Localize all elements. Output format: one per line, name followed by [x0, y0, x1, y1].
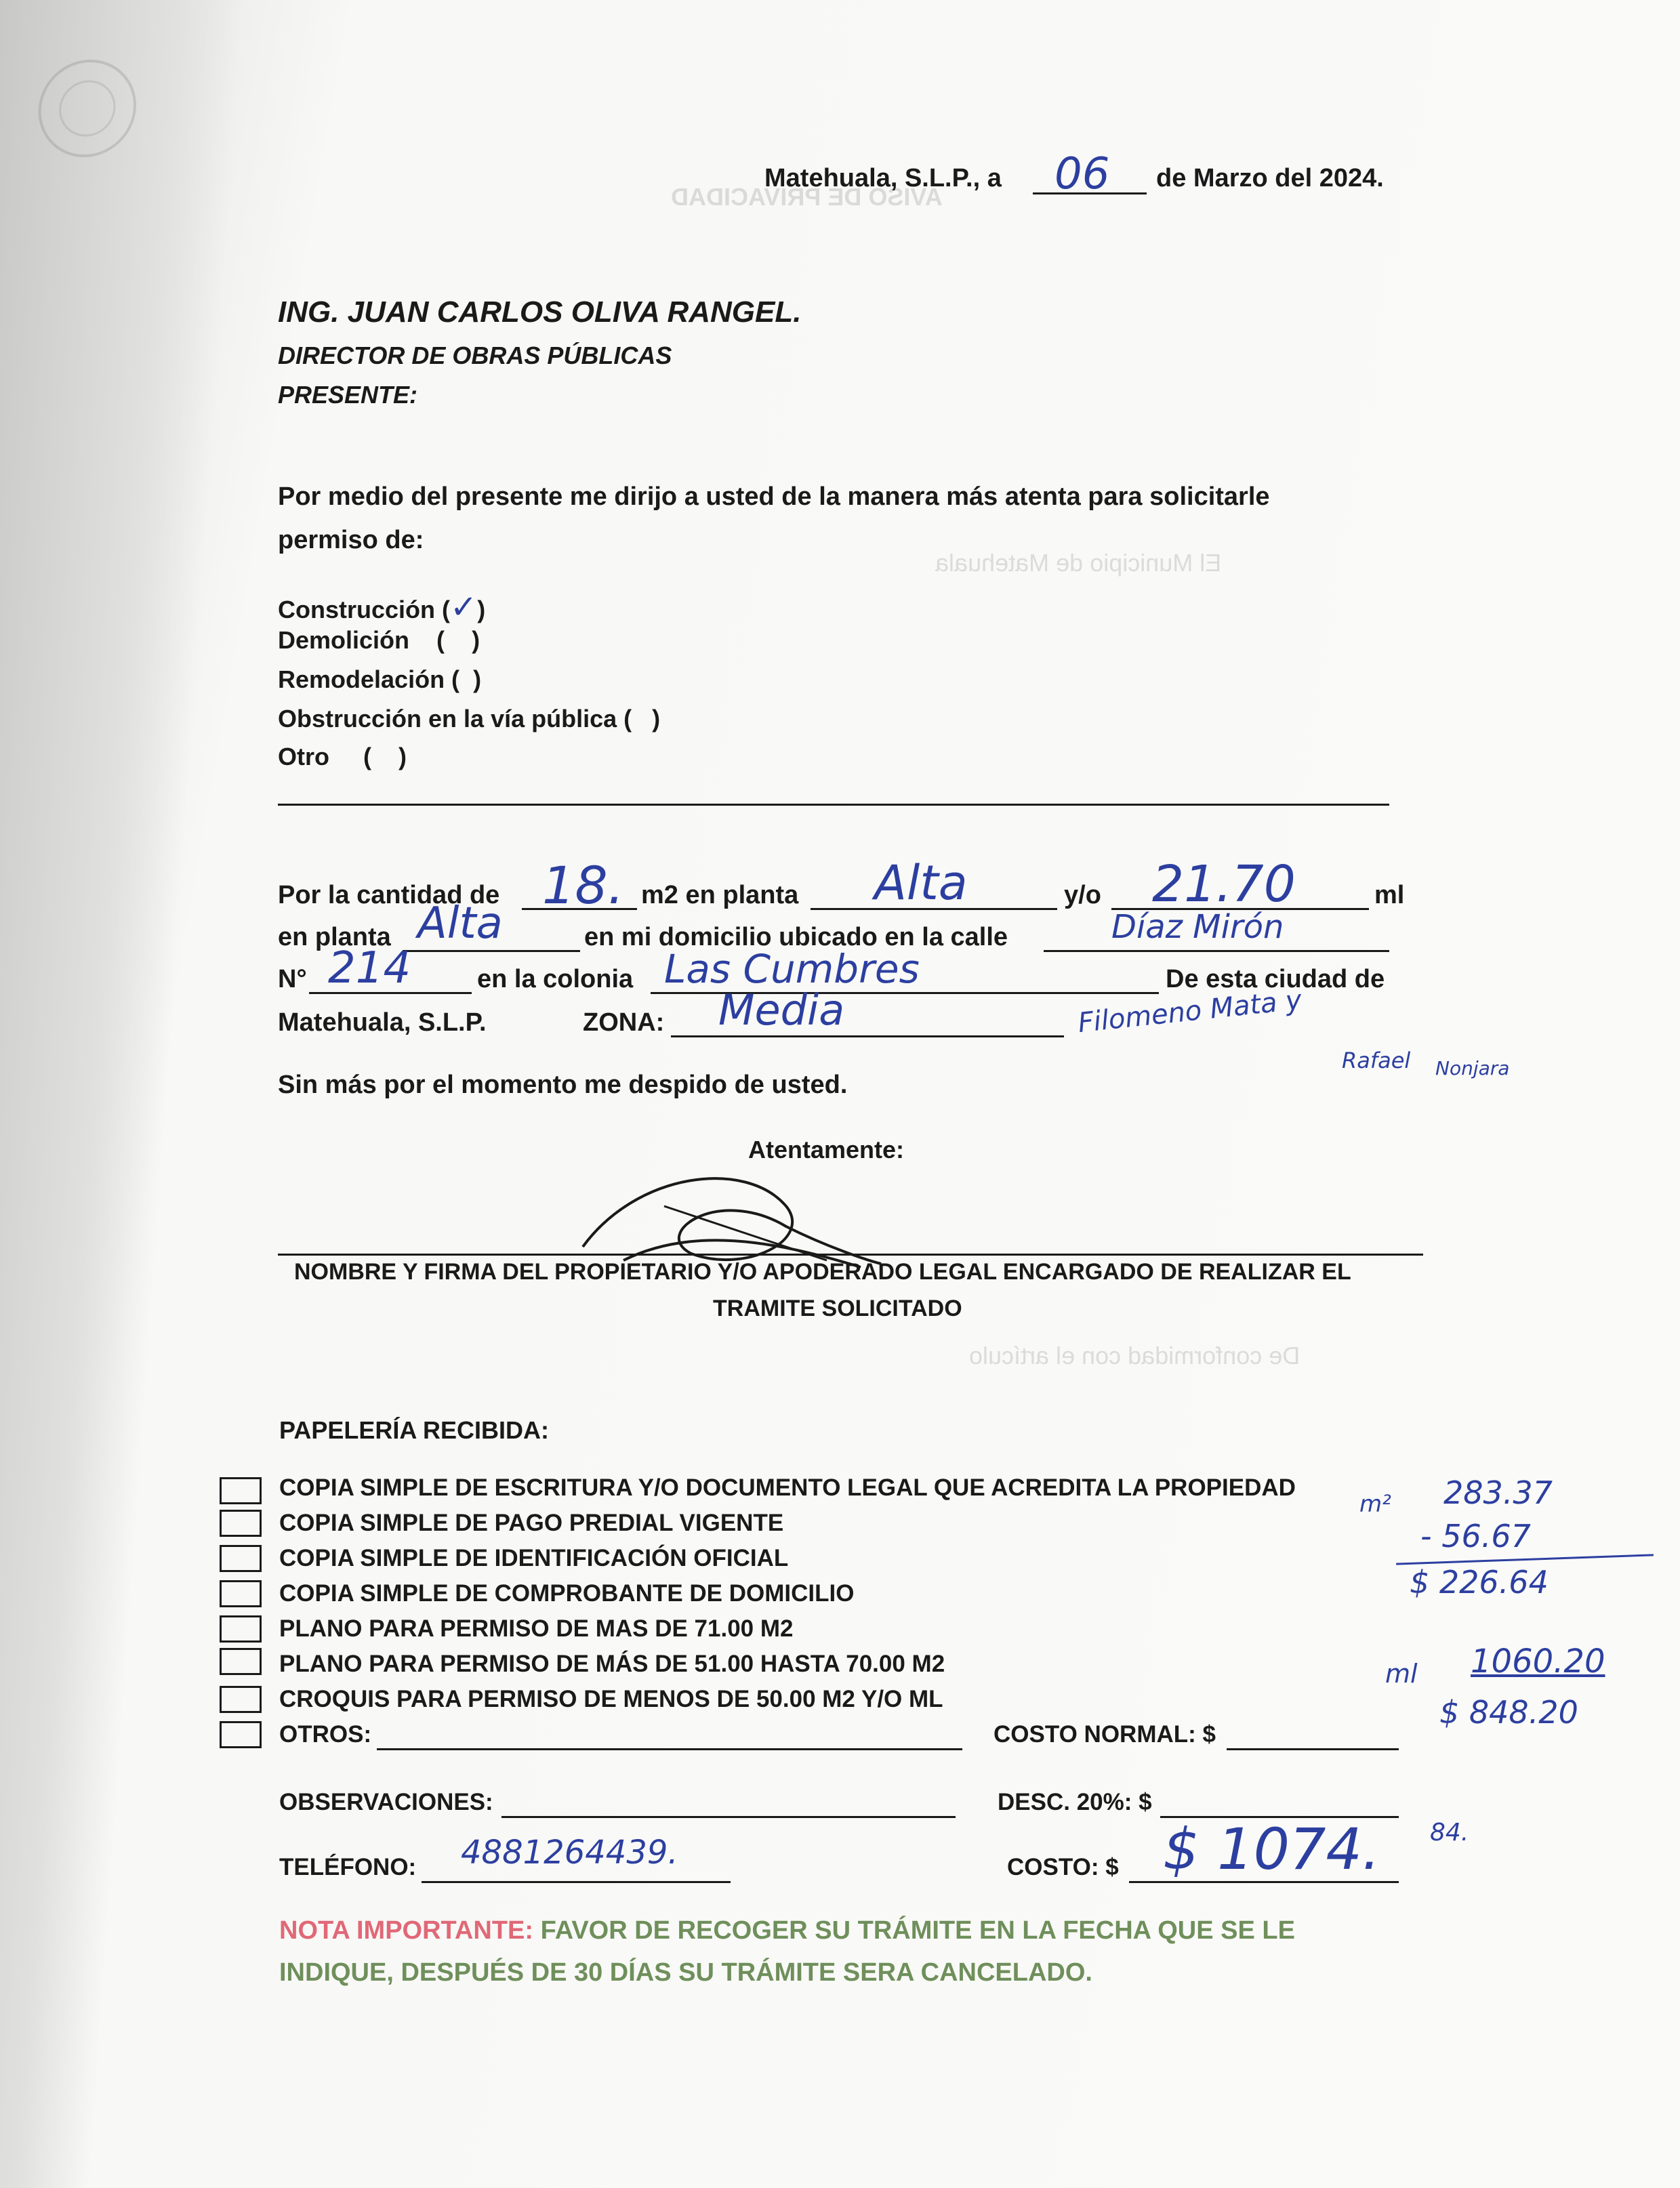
option-label: Remodelación (	[278, 665, 460, 693]
underlying-page-edge	[0, 0, 244, 2188]
nota-line-1	[279, 1916, 1295, 1945]
option-open: (	[363, 743, 372, 770]
option-label: Construcción (	[278, 596, 451, 623]
zona-label: ZONA:	[583, 1008, 665, 1037]
option-check-mark: ✓	[450, 588, 478, 626]
option-close: )	[652, 705, 661, 732]
faded-seal-icon	[13, 27, 161, 203]
colonia-value: Las Cumbres	[664, 946, 920, 992]
papeleria-item: OTROS:	[279, 1721, 372, 1748]
addressee-role: DIRECTOR DE OBRAS PÚBLICAS	[278, 342, 672, 369]
qty-value: 18.	[542, 855, 624, 915]
papeleria-item: CROQUIS PARA PERMISO DE MENOS DE 50.00 M2 Y/O ML	[279, 1686, 943, 1712]
option-close: )	[398, 743, 407, 770]
otro-blank-line	[278, 779, 1389, 806]
intro-line-1: Por medio del presente me dirijo a usted de la manera más atenta para solicitarle	[278, 482, 1270, 511]
desc-blank	[1160, 1790, 1399, 1818]
option-construccion	[278, 588, 485, 626]
calc-ml-label: ml	[1385, 1659, 1418, 1689]
nota-label: NOTA IMPORTANTE:	[279, 1916, 534, 1945]
zona-value: Media	[718, 985, 845, 1035]
option-label: Otro	[278, 743, 329, 770]
calc-line-2: - 56.67	[1420, 1518, 1531, 1554]
papeleria-item: COPIA SIMPLE DE ESCRITURA Y/O DOCUMENTO LEGAL QUE ACREDITA LA PROPIEDAD	[279, 1474, 1296, 1501]
papeleria-item: COPIA SIMPLE DE COMPROBANTE DE DOMICILIO	[279, 1580, 855, 1607]
papeleria-item: PLANO PARA PERMISO DE MAS DE 71.00 M2	[279, 1615, 794, 1642]
presente-label: PRESENTE:	[278, 381, 418, 409]
option-label: Demolición	[278, 626, 410, 654]
option-label: Obstrucción en la vía pública (	[278, 705, 632, 732]
numero-label: N°	[278, 965, 307, 993]
day-handwritten: 06	[1054, 149, 1110, 199]
checkbox-otros[interactable]	[220, 1721, 262, 1748]
planta-value: Alta	[874, 855, 968, 911]
option-remodelacion	[278, 665, 481, 694]
signature-caption-2: TRAMITE SOLICITADO	[713, 1296, 962, 1321]
observaciones-label: OBSERVACIONES:	[279, 1789, 493, 1815]
desc-label: DESC. 20%: $	[998, 1789, 1152, 1815]
bleed-through-text: AVISO DE PRIVACIDAD	[671, 183, 943, 211]
addressee-name: ING. JUAN CARLOS OLIVA RANGEL.	[278, 295, 802, 329]
papeleria-item: PLANO PARA PERMISO DE MÁS DE 51.00 HASTA 70.00 M2	[279, 1651, 945, 1677]
signature-caption-1: NOMBRE Y FIRMA DEL PROPIETARIO Y/O APODERADO LEGAL ENCARGADO DE REALIZAR EL	[294, 1259, 1351, 1285]
calc-line-4: 1060.20	[1471, 1643, 1605, 1680]
colonia-label: en la colonia	[477, 965, 634, 993]
checkbox-croquis[interactable]	[220, 1686, 262, 1713]
option-open: (	[436, 626, 445, 654]
qty-prefix: Por la cantidad de	[278, 881, 500, 909]
papeleria-title: PAPELERÍA RECIBIDA:	[279, 1416, 550, 1444]
nota-line-2: INDIQUE, DESPUÉS DE 30 DÍAS SU TRÁMITE SERA CANCELADO.	[279, 1958, 1092, 1987]
intro-line-2: permiso de:	[278, 526, 424, 554]
domicilio-label: en mi domicilio ubicado en la calle	[584, 923, 1008, 951]
side-note-3: Nonjara	[1435, 1057, 1510, 1079]
bleed-through-text: De conformidad con el artículo	[969, 1342, 1300, 1369]
city-name: Matehuala, S.L.P.	[278, 1008, 487, 1037]
side-note-1: Filomeno Mata y	[1076, 984, 1303, 1039]
checkbox-plano-71[interactable]	[220, 1615, 262, 1643]
calc-line-5: $ 848.20	[1439, 1694, 1578, 1731]
calc-line-3: $ 226.64	[1410, 1564, 1549, 1601]
papeleria-item: COPIA SIMPLE DE IDENTIFICACIÓN OFICIAL	[279, 1545, 789, 1571]
telefono-label: TELÉFONO:	[279, 1854, 417, 1880]
costo-label: COSTO: $	[1007, 1854, 1119, 1880]
bleed-through-text: El Municipio de Matehuala	[935, 549, 1222, 577]
option-otro	[278, 743, 407, 771]
option-close: )	[473, 665, 482, 693]
checkbox-identificacion[interactable]	[220, 1545, 262, 1572]
checkbox-predial[interactable]	[220, 1510, 262, 1537]
calc-m2-label: m²	[1359, 1491, 1391, 1518]
side-note-2: Rafael	[1342, 1048, 1411, 1073]
telefono-value: 4881264439.	[461, 1834, 678, 1872]
option-close: )	[477, 596, 486, 623]
costo-value: $ 1074.	[1163, 1816, 1380, 1882]
option-obstruccion	[278, 705, 660, 733]
otros-blank	[377, 1722, 962, 1750]
ciudad-label: De esta ciudad de	[1166, 965, 1385, 993]
observaciones-blank	[501, 1790, 956, 1818]
costo-normal-label: COSTO NORMAL: $	[993, 1721, 1216, 1748]
farewell: Sin más por el momento me despido de usted.	[278, 1071, 848, 1099]
ml-unit: ml	[1374, 881, 1405, 909]
costo-cents: 84.	[1430, 1819, 1469, 1846]
papeleria-item: COPIA SIMPLE DE PAGO PREDIAL VIGENTE	[279, 1510, 784, 1536]
qty-unit: m2 en planta	[641, 881, 799, 909]
place-date-suffix: de Marzo del 2024.	[1156, 164, 1384, 192]
ml-value: 21.70	[1152, 855, 1296, 913]
en-planta-label: en planta	[278, 923, 391, 951]
checkbox-escritura[interactable]	[220, 1477, 262, 1504]
place-date-prefix: Matehuala, S.L.P., a	[764, 164, 1002, 192]
calle-value: Díaz Mirón	[1111, 908, 1284, 946]
checkbox-domicilio[interactable]	[220, 1580, 262, 1607]
calc-line-1: 283.37	[1443, 1474, 1553, 1511]
atentamente: Atentamente:	[748, 1136, 905, 1163]
option-demolicion	[278, 626, 480, 655]
nota-text-1: FAVOR DE RECOGER SU TRÁMITE EN LA FECHA QUE SE LE	[540, 1916, 1295, 1945]
numero-value: 214	[328, 943, 411, 993]
yo-label: y/o	[1064, 881, 1101, 909]
checkbox-plano-51[interactable]	[220, 1648, 262, 1675]
planta2-value: Alta	[417, 899, 503, 949]
option-close: )	[472, 626, 480, 654]
costo-normal-blank	[1227, 1722, 1399, 1750]
signature-line	[278, 1220, 1423, 1256]
